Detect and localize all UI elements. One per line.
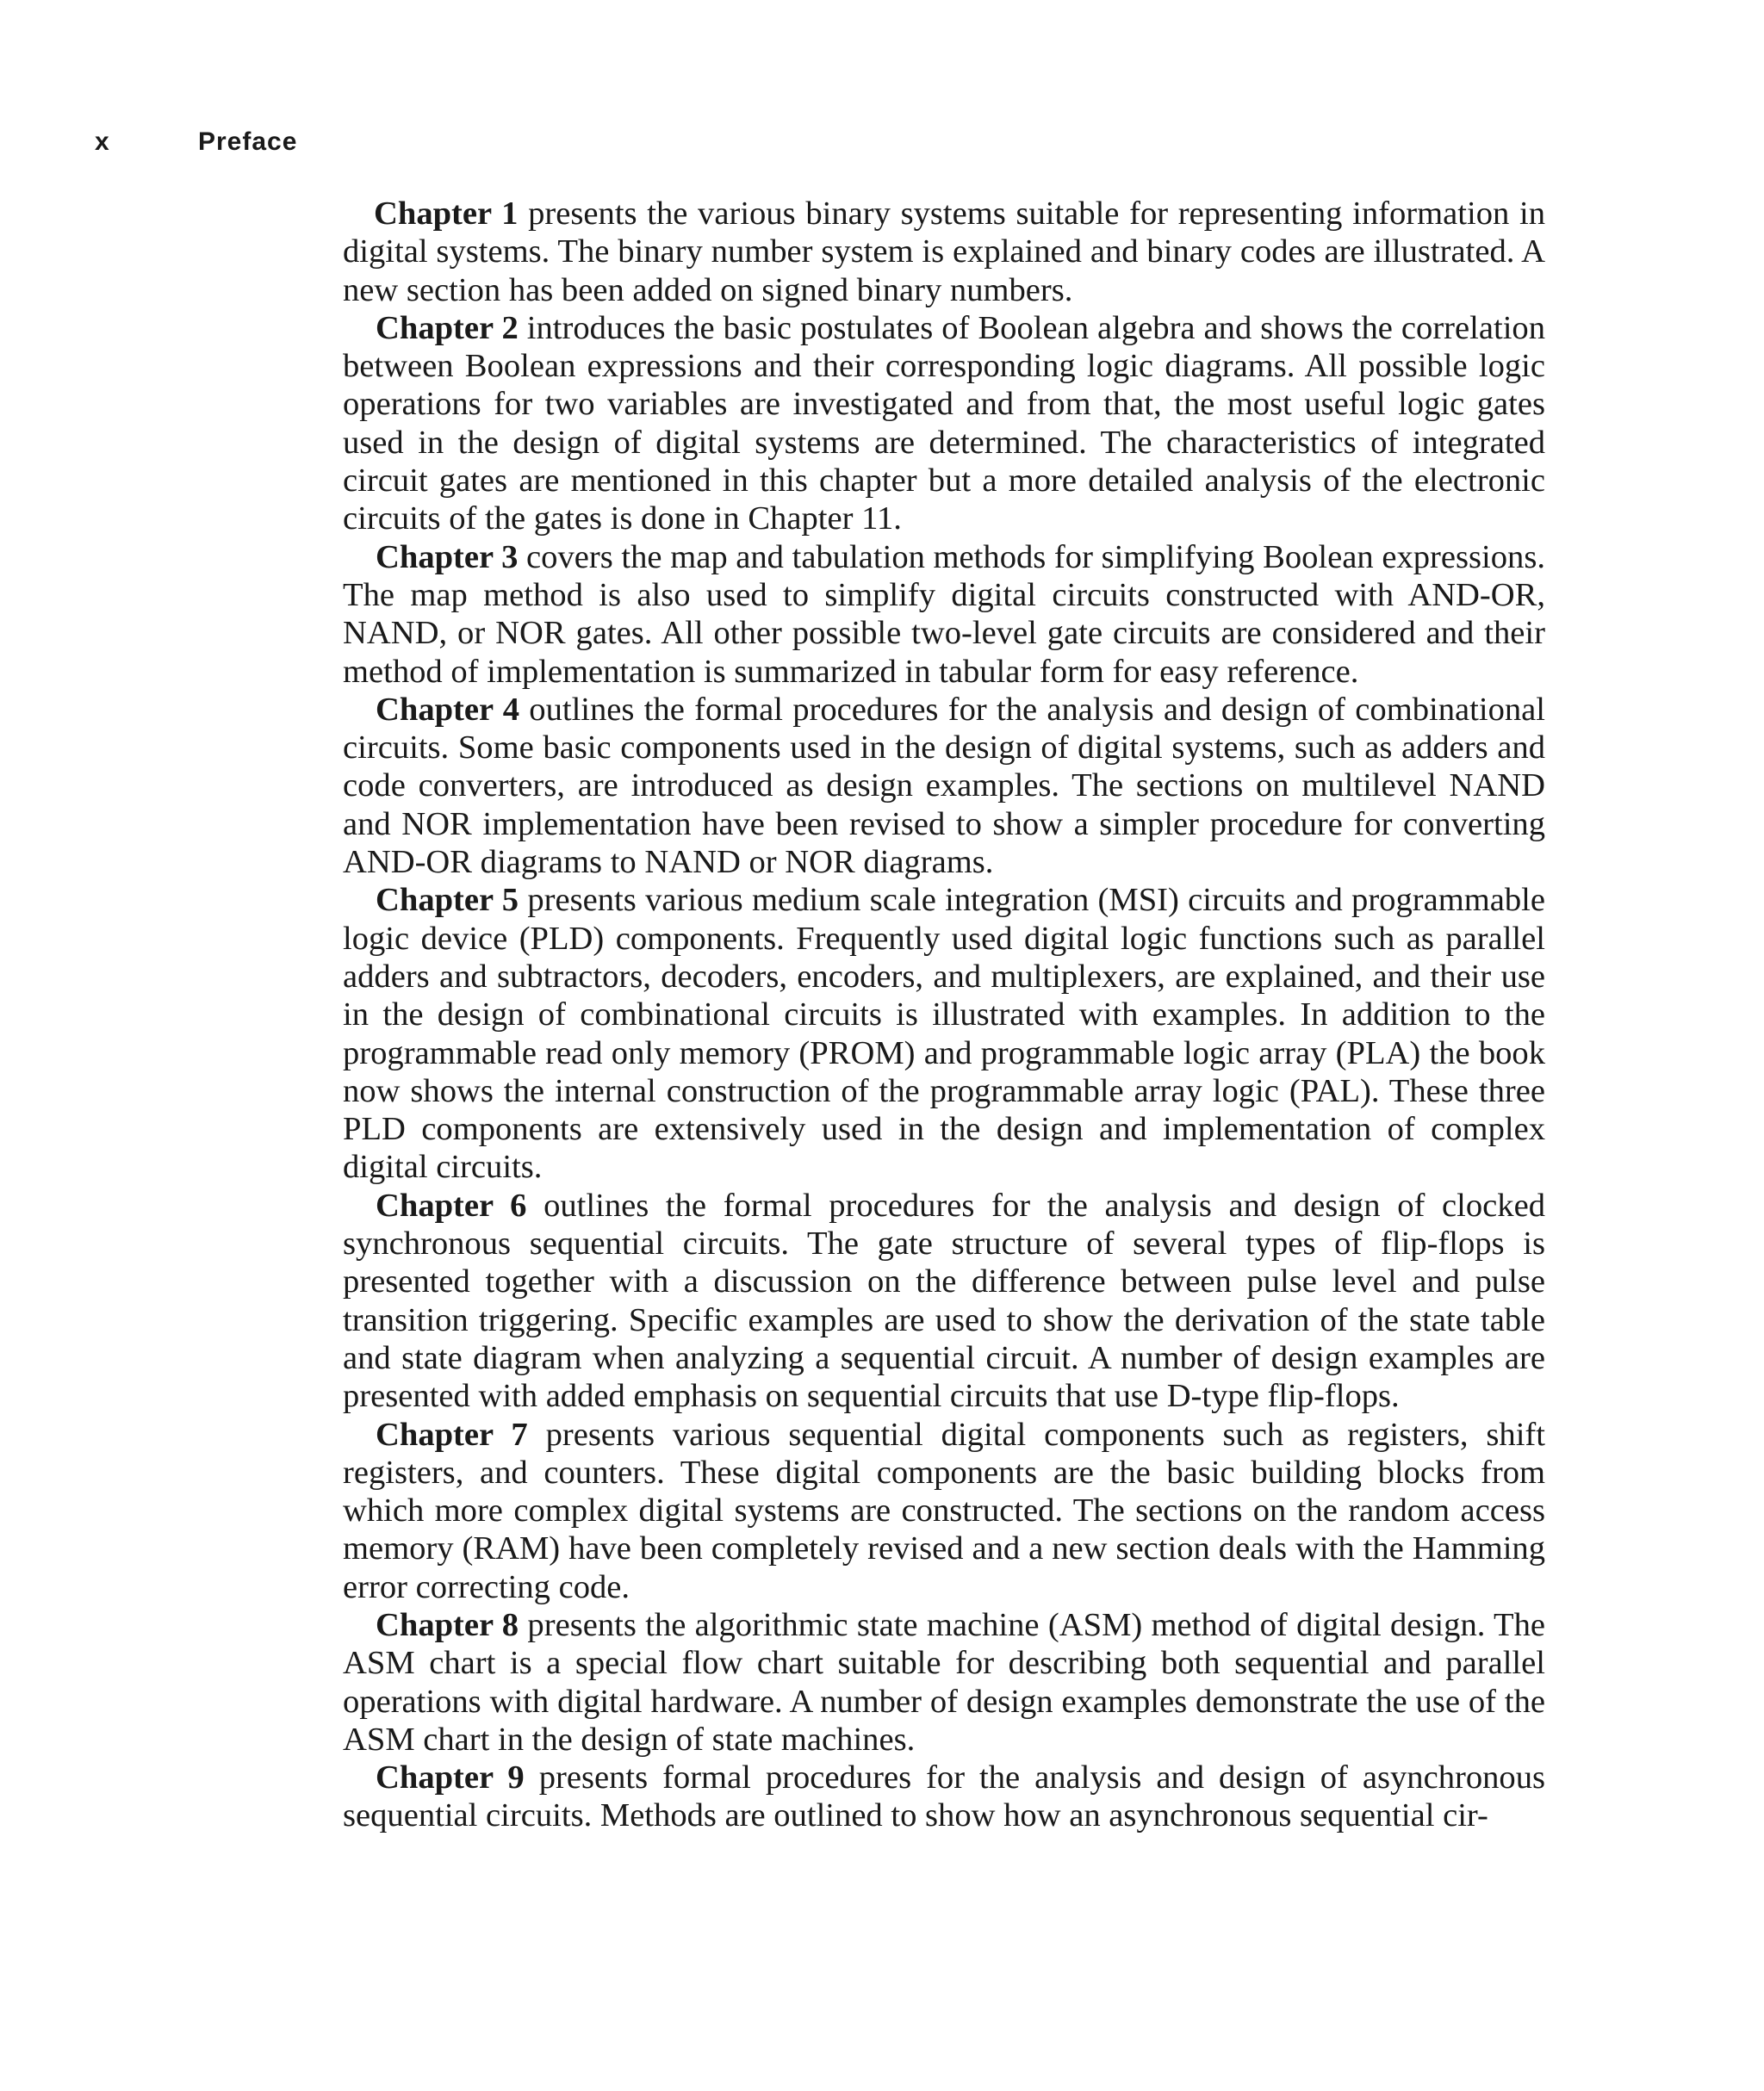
chapter-label: Chapter 2 [376, 309, 519, 346]
chapter-label: Chapter 9 [376, 1759, 525, 1796]
chapter-label: Chapter 3 [376, 538, 519, 575]
chapter-paragraph [343, 691, 1545, 881]
chapter-label: Chapter 5 [376, 882, 519, 919]
chapter-paragraph [343, 309, 1545, 538]
chapter-label: Chapter 6 [376, 1187, 527, 1224]
page-number: x [95, 127, 110, 156]
running-title: Preface [198, 127, 298, 156]
chapter-description: presents various medium scale integration (MSI) circuits and programmable logic device (PLD) components. Frequently used digital logic functions such as parallel adders and subtractors, decoders, encoders, and multiplexers, are explained, and their use in the design of combinational circuits is illustrated with examples. In addition to the programmable read only memory (PROM) and programmable logic array (PLA) the book now shows the internal construction of the programmable array logic (PAL). These three PLD components are extensively used in the design and implementation of complex digital circuits. [343, 882, 1545, 1186]
chapter-paragraph [343, 1606, 1545, 1759]
chapter-paragraph [343, 1416, 1545, 1606]
chapter-description: outlines the formal procedures for the analysis and design of clocked synchronous sequential circuits. The gate structure of several types of flip-flops is presented together with a discussion on the difference between pulse level and pulse transition triggering. Specific examples are used to show the derivation of the state table and state diagram when analyzing a sequential circuit. A number of design examples are presented with added emphasis on sequential circuits that use D-type flip-flops. [343, 1187, 1546, 1415]
chapter-paragraph [343, 881, 1545, 1186]
chapter-paragraph [343, 538, 1545, 691]
chapter-label: Chapter 4 [376, 691, 520, 728]
chapter-paragraph [343, 195, 1545, 309]
chapter-description: presents various sequential digital components such as registers, shift registers, and counters. These digital components are the basic building blocks from which more complex digital systems are constructed. The sections on the random access memory (RAM) have been completely revised and a new section deals with the Hamming error correcting code. [343, 1416, 1545, 1605]
chapter-description: outlines the formal procedures for the analysis and design of combinational circuits. Some basic components used in the design of digital systems, such as adders and code converters, are introduced as design examples. The sections on multilevel NAND and NOR implementation have been revised to show a simpler procedure for converting AND-OR diagrams to NAND or NOR diagrams. [343, 691, 1545, 881]
chapter-label: Chapter 1 [374, 195, 519, 232]
chapter-description: presents formal procedures for the analysis and design of asynchronous sequential circuits. Methods are outlined to show how an asynchronous sequential cir- [343, 1759, 1545, 1834]
chapter-description: introduces the basic postulates of Boolean algebra and shows the correlation between Boolean expressions and their corresponding logic diagrams. All possible logic operations for two variables are investigated and from that, the most useful logic gates used in the design of digital systems are determined. The characteristics of integrated circuit gates are mentioned in this chapter but a more detailed analysis of the electronic circuits of the gates is done in Chapter 11. [343, 309, 1546, 537]
chapter-label: Chapter 7 [376, 1416, 528, 1453]
chapter-description: covers the map and tabulation methods for simplifying Boolean expressions. The map method is also used to simplify digital circuits constructed with AND-OR, NAND, or NOR gates. All other possible two-level gate circuits are considered and their method of implementation is summarized in tabular form for easy reference. [343, 538, 1545, 690]
chapter-description: presents the various binary systems suitable for representing information in digital systems. The binary number system is explained and binary codes are illustrated. A new section has been added on signed binary numbers. [343, 195, 1545, 308]
preface-body [343, 195, 1545, 1835]
chapter-description: presents the algorithmic state machine (ASM) method of digital design. The ASM chart is a special flow chart suitable for describing both sequential and parallel operations with digital hardware. A number of design examples demonstrate the use of the ASM chart in the design of state machines. [343, 1606, 1545, 1758]
chapter-label: Chapter 8 [376, 1606, 519, 1643]
chapter-paragraph [343, 1187, 1545, 1416]
chapter-paragraph [343, 1759, 1545, 1835]
running-head [95, 127, 297, 157]
